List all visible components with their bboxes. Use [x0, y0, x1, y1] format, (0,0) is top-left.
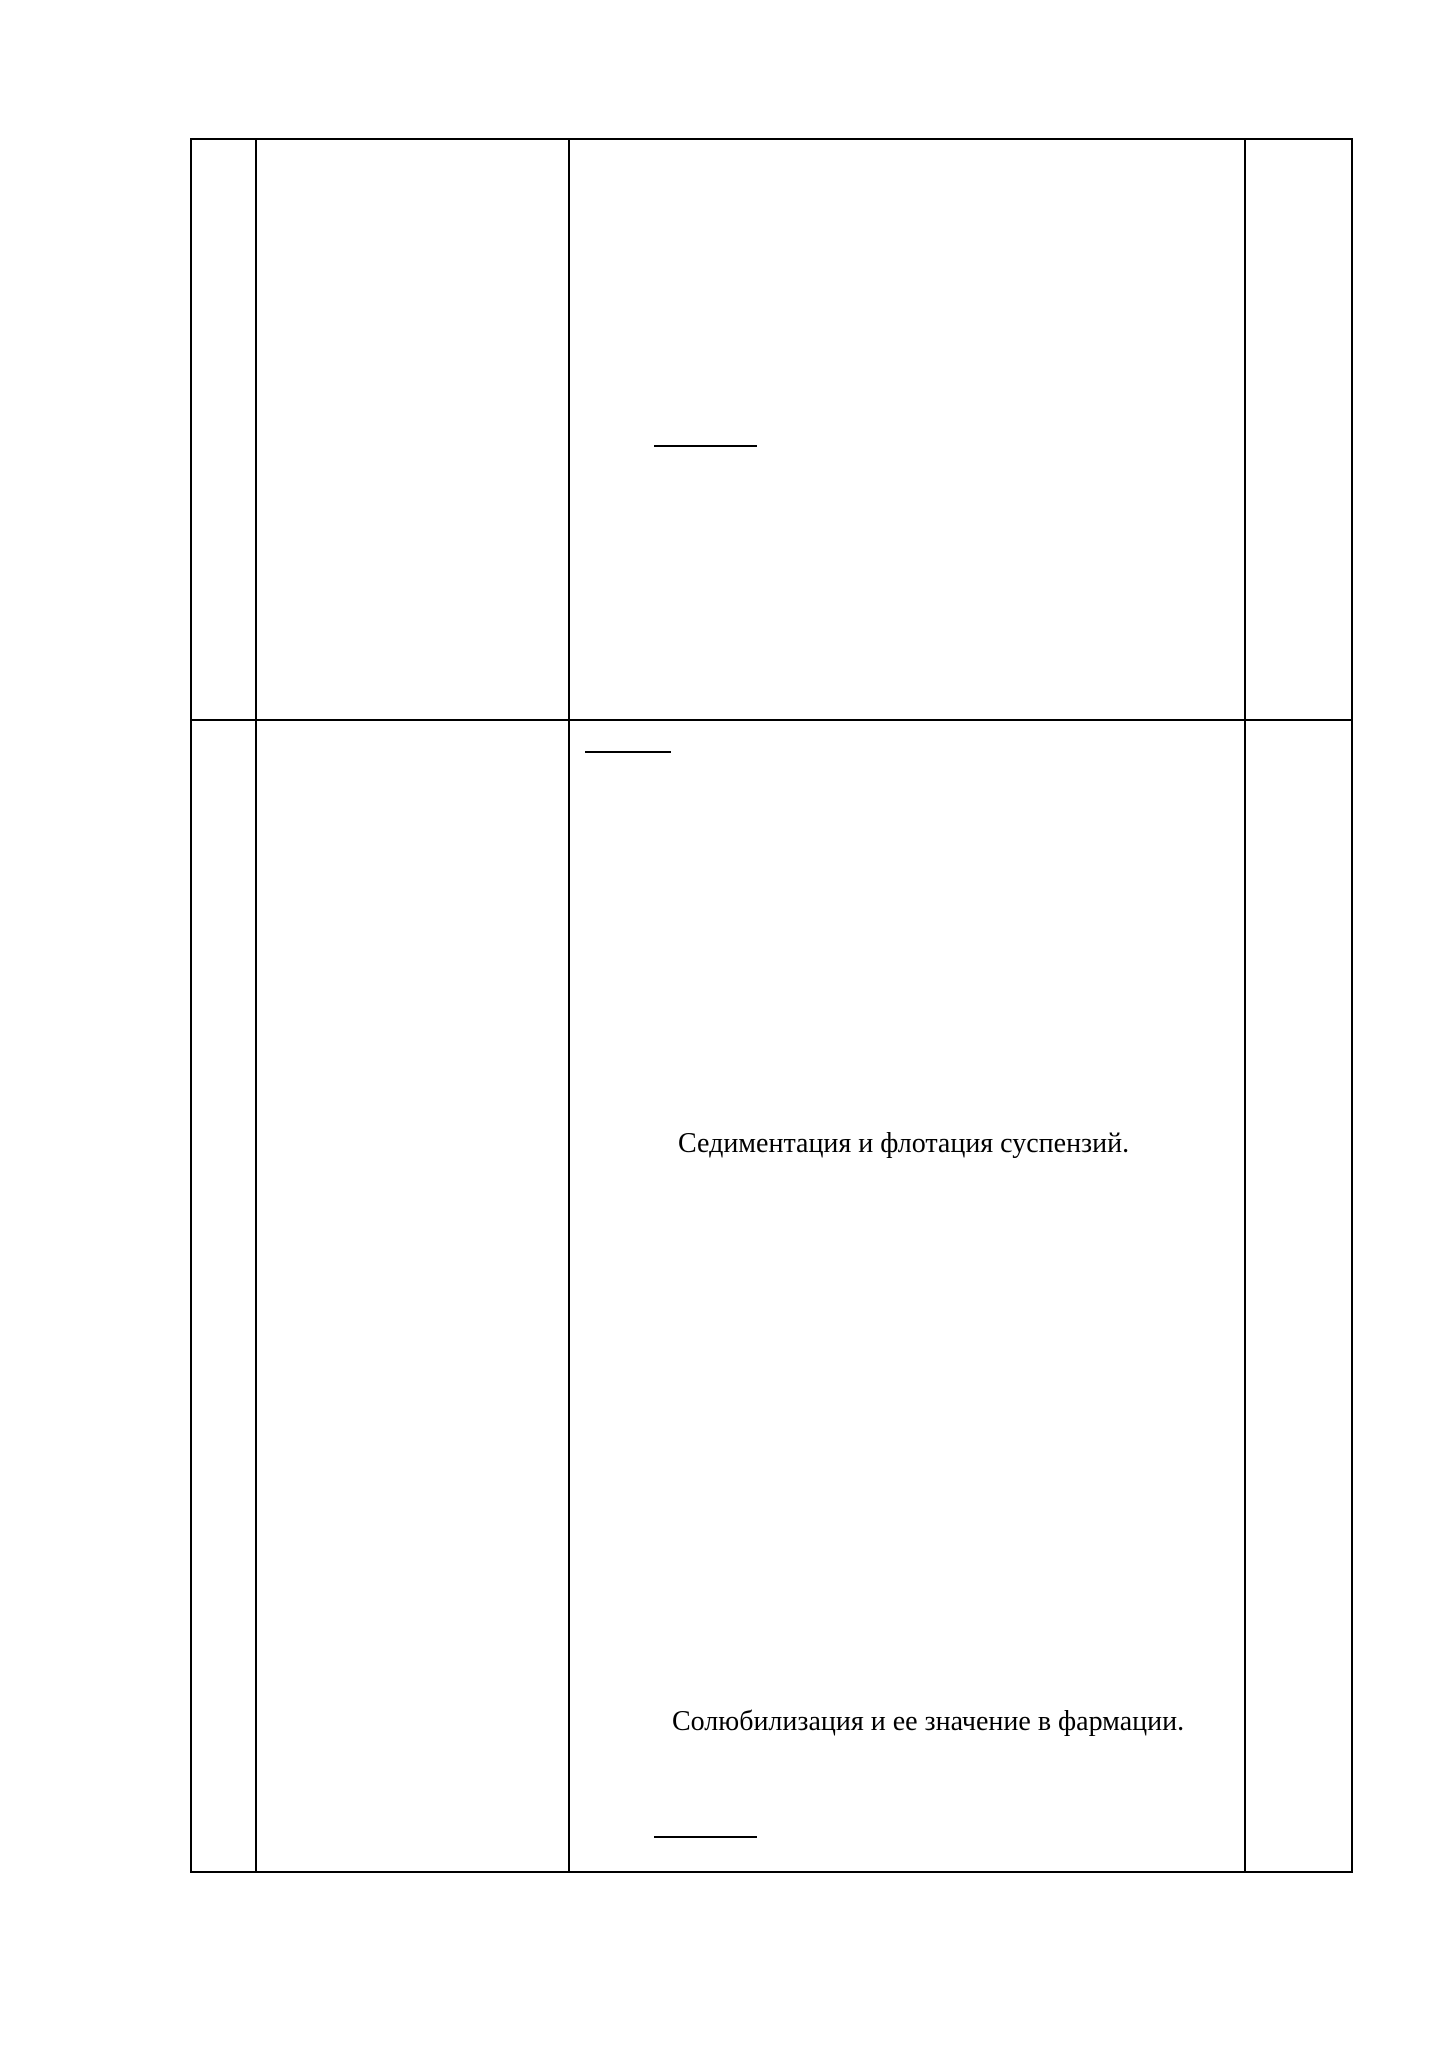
- blank-line: [585, 751, 671, 753]
- topic-text-sedimentation: Седиментация и флотация суспензий.: [678, 1128, 1130, 1159]
- column-divider-1: [255, 140, 257, 1871]
- blank-line: [654, 1836, 757, 1838]
- blank-line: [654, 445, 757, 447]
- column-divider-3: [1244, 140, 1246, 1871]
- column-divider-2: [568, 140, 570, 1871]
- row-divider: [192, 719, 1351, 721]
- content-table: [190, 138, 1353, 1873]
- topic-text-solubilization: Солюбилизация и ее значение в фармации.: [672, 1706, 1185, 1737]
